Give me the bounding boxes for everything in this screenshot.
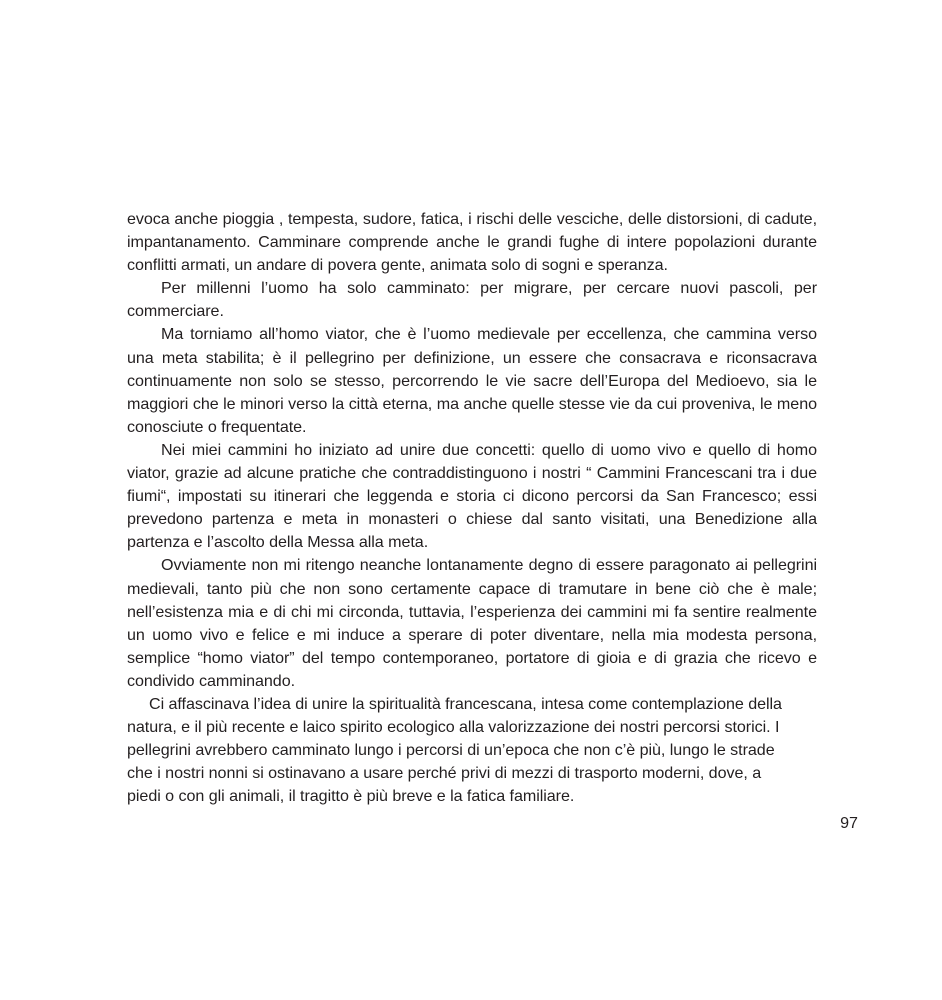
paragraph-4: Nei miei cammini ho iniziato ad unire due concetti: quello di uomo vivo e quello di homo viator, grazie ad alcune pratiche che contraddistinguono i nostri “ Cammini Francescani tra i due fiumi“, impostati su itinerari che leggenda e storia ci dicono percorsi da San Francesco; essi prevedono partenza e meta in monasteri o chiese dal santo visitati, una Benedizione alla partenza e l’ascolto della Messa alla meta.	[127, 440, 817, 552]
paragraph-6: Ci affascinava l’idea di unire la spiritualità francescana, intesa come contemplazione della natura, e il più recente e laico spirito ecologico alla valorizzazione dei nostri percorsi storici. I pellegrini avrebbero camminato lungo i percorsi di un’epoca che non c’è più, lungo le strade che i nostri nonni si ostinavano a usare perché privi di mezzi di trasporto moderni, dove, a piedi o con gli animali, il tragitto è più breve e la fatica familiare.	[127, 694, 782, 806]
paragraph-1: evoca anche pioggia , tempesta, sudore, fatica, i rischi delle vesciche, delle distorsioni, di cadute, impantanamento. Camminare comprende anche le grandi fughe di intere popolazioni durante conflitti armati, un andare di povera gente, animata solo di sogni e speranza.	[127, 210, 817, 275]
paragraph-5: Ovviamente non mi ritengo neanche lontanamente degno di essere paragonato ai pellegrini medievali, tanto più che non sono certamente capace di tramutare in bene ciò che è male; nell’esistenza mia e di chi mi circonda, tuttavia, l’esperienza dei cammini mi fa sentire realmente un uomo vivo e felice e mi induce a sperare di poter diventare, nella mia modesta persona, semplice “homo viator” del tempo contemporaneo, portatore di gioia e di grazia che ricevo e condivido camminando.	[127, 556, 817, 690]
paragraph-3: Ma torniamo all’homo viator, che è l’uomo medievale per eccellenza, che cammina verso una meta stabilita; è il pellegrino per definizione, un essere che consacrava e riconsacrava continuamente non solo se stesso, percorrendo le vie sacre dell’Europa del Medioevo, sia le maggiori che le minori verso la città eterna, ma anche quelle stesse vie da cui proveniva, le meno conosciute o frequentate.	[127, 325, 817, 436]
paragraph-2: Per millenni l’uomo ha solo camminato: per migrare, per cercare nuovi pascoli, per commerciare.	[127, 279, 817, 321]
page-number: 97	[840, 814, 858, 832]
body-text-block	[127, 208, 817, 808]
